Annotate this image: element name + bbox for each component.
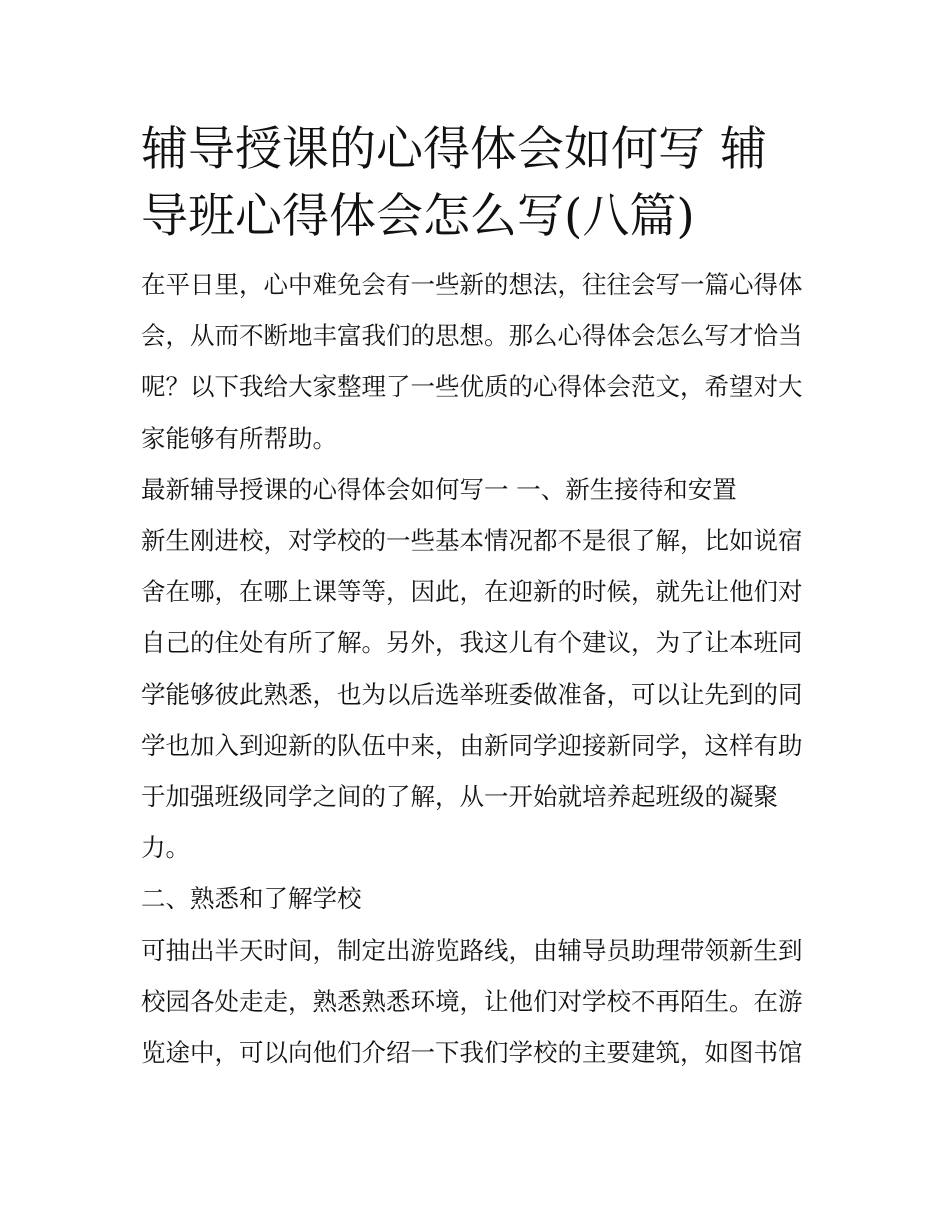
text-line: 在平日里，心中难免会有一些新的想法，往往会写一篇心得体 xyxy=(141,270,803,299)
title-line: 导班心得体会怎么写(八篇) xyxy=(141,189,695,244)
text-line: 自己的住处有所了解。另外，我这儿有个建议，为了让本班同 xyxy=(141,628,803,658)
text-line: 学能够彼此熟悉，也为以后选举班委做准备，可以让先到的同 xyxy=(141,679,803,709)
document-content xyxy=(141,116,813,1078)
text-line: 呢？以下我给大家整理了一些优质的心得体会范文，希望对大 xyxy=(141,372,803,402)
intro-paragraph xyxy=(141,259,813,464)
subheading-text: 二、熟悉和了解学校 xyxy=(141,884,362,914)
text-line: 舍在哪，在哪上课等等，因此，在迎新的时候，就先让他们对 xyxy=(141,577,803,607)
paragraph-campus-tour xyxy=(141,925,813,1079)
title-line: 辅导授课的心得体会如何写 辅 xyxy=(141,122,767,177)
text-line: 新生刚进校，对学校的一些基本情况都不是很了解，比如说宿 xyxy=(141,526,803,556)
section-heading-text: 最新辅导授课的心得体会如何写一 一、新生接待和安置 xyxy=(141,474,737,504)
text-line: 于加强班级同学之间的了解，从一开始就培养起班级的凝聚 xyxy=(141,782,778,812)
text-line: 会，从而不断地丰富我们的思想。那么心得体会怎么写才恰当 xyxy=(141,321,803,351)
text-line: 学也加入到迎新的队伍中来，由新同学迎接新同学，这样有助 xyxy=(141,730,803,760)
text-line: 览途中，可以向他们介绍一下我们学校的主要建筑，如图书馆 xyxy=(141,1038,803,1068)
document-body xyxy=(141,259,813,1078)
text-line: 力。 xyxy=(141,833,190,863)
document-title xyxy=(141,116,813,250)
text-line: 家能够有所帮助。 xyxy=(141,423,337,453)
section-heading xyxy=(141,464,813,515)
text-line: 可抽出半天时间，制定出游览路线，由辅导员助理带领新生到 xyxy=(141,935,803,965)
text-line: 校园各处走走，熟悉熟悉环境，让他们对学校不再陌生。在游 xyxy=(141,986,803,1016)
paragraph-newstudent-reception xyxy=(141,515,813,873)
subheading-know-school xyxy=(141,873,813,924)
